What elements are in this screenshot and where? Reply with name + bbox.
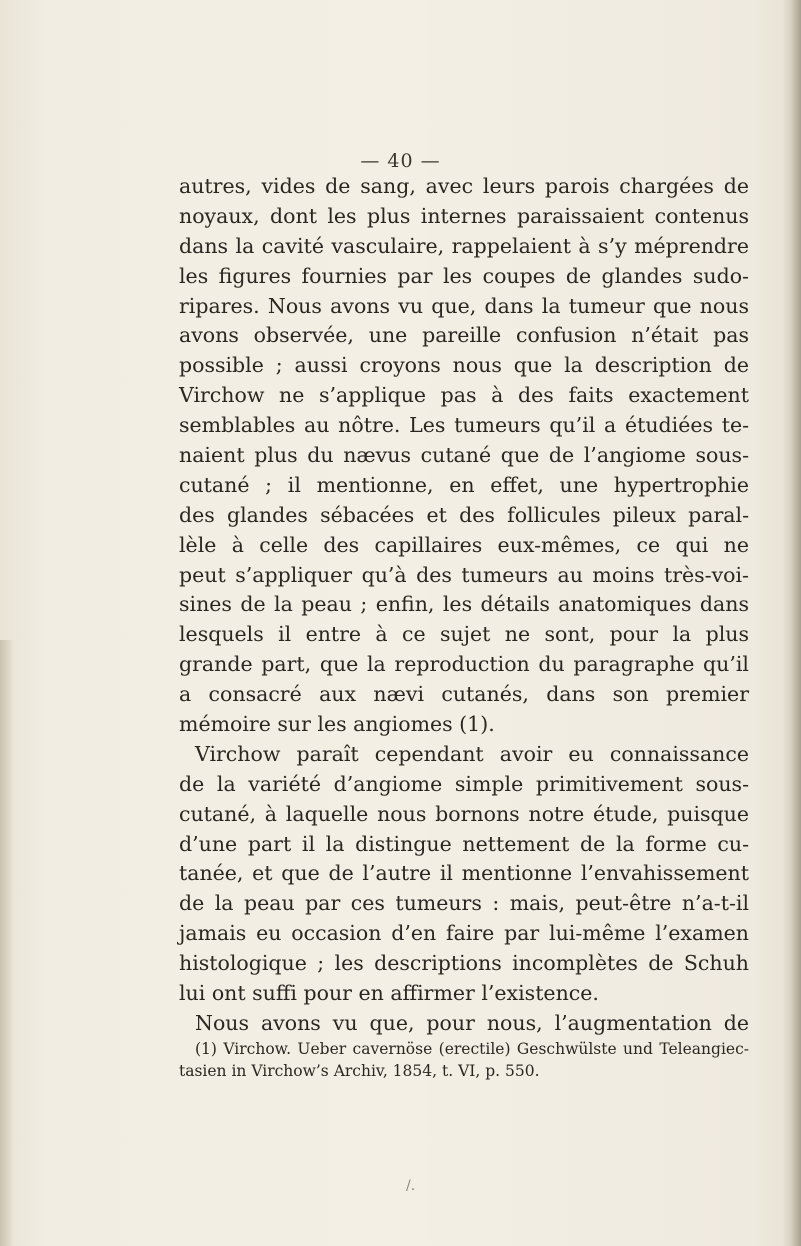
text-line: ripares. Nous avons vu que, dans la tumeur que nous (179, 293, 749, 318)
text-line: autres, vides de sang, avec leurs parois chargées de (179, 174, 749, 198)
text-line: noyaux, dont les plus internes paraissaient contenus (179, 203, 749, 228)
text-line: a consacré aux nævi cutanés, dans son premier (179, 682, 749, 707)
text-line: Nous avons vu que, pour nous, l’augmentation de (195, 1010, 749, 1035)
text-line: sines de la peau ; enfin, les détails anatomiques dans (179, 592, 749, 617)
body-text (179, 172, 749, 1039)
text-line: peut s’appliquer qu’à des tumeurs au moins très-voi- (179, 562, 749, 587)
text-line: grande part, que la reproduction du paragraphe qu’il (179, 652, 749, 677)
text-line: d’une part il la distingue nettement de la forme cu- (179, 831, 749, 856)
text-line: possible ; aussi croyons nous que la description de (179, 353, 749, 378)
text-line: Virchow paraît cependant avoir eu connaissance (195, 741, 749, 766)
text-line: tanée, et que de l’autre il mentionne l’envahissement (179, 861, 749, 886)
text-line: semblables au nôtre. Les tumeurs qu’il a étudiées te- (179, 413, 749, 438)
text-line: cutané, à laquelle nous bornons notre étude, puisque (179, 801, 749, 826)
text-line: de la variété d’angiome simple primitivement sous- (179, 771, 749, 796)
text-line: jamais eu occasion d’en faire par lui-même l’examen (179, 921, 749, 946)
page-number: — 40 — (360, 150, 441, 172)
text-line: lesquels il entre à ce sujet ne sont, pour la plus (179, 622, 749, 647)
text-line: histologique ; les descriptions incomplètes de Schuh (179, 951, 749, 976)
text-line: naient plus du nævus cutané que de l’angiome sous- (179, 443, 749, 468)
footnote-line: tasien in Virchow’s Archiv, 1854, t. VI, p. 550. (179, 1062, 540, 1080)
text-line: lèle à celle des capillaires eux-mêmes, ce qui ne (179, 532, 749, 557)
footnote (179, 1038, 749, 1082)
stray-mark: /. (406, 1178, 416, 1194)
text-line: Virchow ne s’applique pas à des faits exactement (179, 383, 749, 408)
footnote-line: (1) Virchow. Ueber cavernöse (erectile) Geschwülste und Teleangiec- (195, 1040, 749, 1058)
page-right-edge-shadow (783, 0, 801, 1246)
text-line: les figures fournies par les coupes de glandes sudo- (179, 263, 749, 288)
text-line: mémoire sur les angiomes (1). (179, 712, 495, 737)
page-left-edge-shadow (0, 640, 14, 1246)
text-line: lui ont suffi pour en affirmer l’existence. (179, 981, 599, 1006)
text-line: avons observée, une pareille confusion n’était pas (179, 323, 749, 348)
text-line: cutané ; il mentionne, en effet, une hypertrophie (179, 472, 749, 497)
text-line: dans la cavité vasculaire, rappelaient à s’y méprendre (179, 233, 749, 258)
text-line: des glandes sébacées et des follicules pileux paral- (179, 502, 749, 527)
text-line: de la peau par ces tumeurs : mais, peut-être n’a-t-il (179, 891, 749, 916)
